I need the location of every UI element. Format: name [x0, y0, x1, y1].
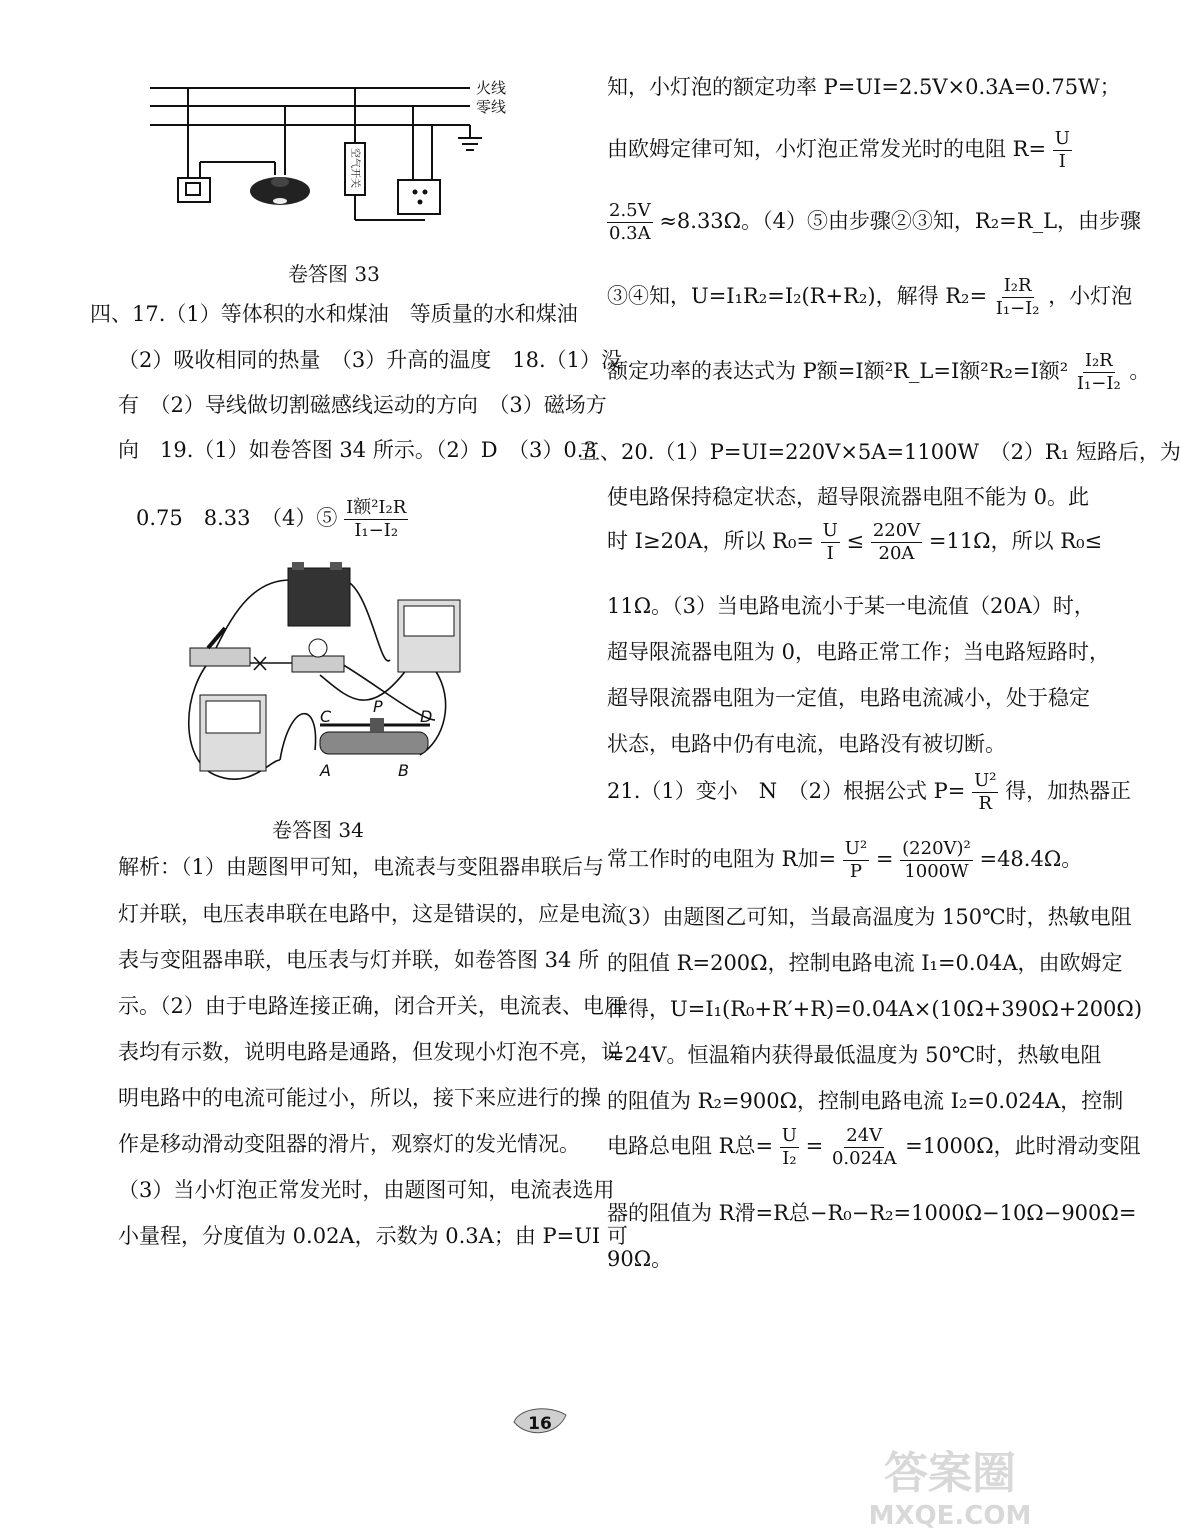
right-line-18: =24V。恒温箱内获得最低温度为 50℃时，热敏电阻: [607, 1043, 1102, 1067]
right-line-14-text-a: 常工作时的电阻为 R加=: [607, 847, 837, 871]
right-line-13-text-a: 21.（1）变小 N （2）根据公式 P=: [607, 779, 966, 803]
right-line-15: （3）由题图乙可知，当最高温度为 150℃时，热敏电阻: [607, 905, 1132, 929]
right-line-2: [607, 128, 1072, 173]
label-C: C: [320, 707, 332, 726]
right-line-8: [607, 520, 1102, 565]
analysis-line-1-text: 解析：（1）由题图甲可知，电流表与变阻器串联后与: [118, 855, 604, 879]
label-neutral-wire: 零线: [476, 98, 507, 116]
r13-frac-num: U²: [974, 770, 997, 791]
right-line-5-text-b: 。: [1129, 359, 1151, 383]
r20-frac2-den: 0.024A: [831, 1148, 897, 1169]
r14-fraction-1: [843, 838, 869, 883]
right-line-8-text-c: =11Ω，所以 R₀≤: [928, 529, 1103, 553]
experiment-circuit-diagram: [170, 560, 475, 790]
analysis-line-1: [118, 855, 604, 879]
right-line-14: [607, 838, 1082, 883]
r3-fraction: [607, 200, 653, 245]
r14-frac1-num: U²: [844, 838, 868, 859]
r4-fraction: [994, 275, 1042, 320]
r3-frac-num: 2.5V: [609, 200, 651, 221]
r20-fraction-1: [780, 1125, 799, 1170]
r20-frac1-num: U: [781, 1125, 797, 1146]
right-line-19: 的阻值为 R₂=900Ω，控制电路电流 I₂=0.024A，控制: [607, 1089, 1124, 1113]
right-line-13-text-b: 得，加热器正: [1005, 779, 1132, 803]
right-line-11: 超导限流器电阻为一定值，电路电流减小，处于稳定: [607, 686, 1090, 710]
right-line-20: [607, 1125, 1141, 1170]
right-line-3: [607, 200, 1141, 245]
r14-frac2-den: 1000W: [904, 861, 969, 882]
analysis-line-3: 表与变阻器串联，电压表与灯并联，如卷答图 34 所: [118, 948, 600, 972]
r5-fraction: [1075, 350, 1123, 395]
watermark-logo: [860, 1440, 1040, 1530]
r8-fraction-2: [871, 520, 922, 565]
q17-line-3: 有 （2）导线做切割磁感线运动的方向 （3）磁场方: [118, 393, 607, 417]
q17-fraction-num: I额²I₂R: [346, 497, 407, 518]
r5-frac-den: I₁−I₂: [1076, 373, 1121, 394]
right-line-5-text-a: 额定功率的表达式为 P额=I额²R_L=I额²R₂=I额²: [607, 359, 1069, 383]
r13-fraction: [972, 770, 998, 815]
r8-frac2-den: 20A: [878, 543, 915, 564]
page-number: 16: [528, 1414, 552, 1434]
right-line-9: 11Ω。（3）当电路电流小于某一电流值（20A）时，: [607, 594, 1095, 618]
r8-fraction-1: [821, 520, 840, 565]
q17-line-1: 四、17.（1）等体积的水和煤油 等质量的水和煤油: [90, 302, 578, 326]
r13-frac-den: R: [978, 793, 993, 814]
q17-fraction: [344, 497, 408, 542]
r2-frac-num: U: [1054, 128, 1070, 149]
right-line-4: [607, 275, 1132, 320]
r8-frac1-num: U: [822, 520, 838, 541]
q17-fraction-den: I₁−I₂: [354, 520, 399, 541]
analysis-line-7: 作是移动滑动变阻器的滑片，观察灯的发光情况。: [118, 1132, 580, 1156]
analysis-line-8: （3）当小灯泡正常发光时，由题图可知，电流表选用: [118, 1178, 615, 1202]
right-line-20-text-c: =1000Ω，此时滑动变阻: [905, 1134, 1141, 1158]
r8-frac2-num: 220V: [872, 520, 921, 541]
right-line-8-text-b: ≤: [846, 529, 865, 553]
watermark-text-top: 答案圈: [884, 1448, 1016, 1499]
q17-line-2: （2）吸收相同的热量 （3）升高的温度 18.（1）没: [118, 348, 622, 372]
label-B: B: [398, 761, 409, 780]
right-line-5: [607, 350, 1150, 395]
right-line-22: 90Ω。: [607, 1247, 673, 1271]
page-number-leaf: [510, 1405, 570, 1439]
right-line-16: 的阻值 R=200Ω，控制电路电流 I₁=0.04A，由欧姆定: [607, 951, 1123, 975]
right-line-21: 器的阻值为 R滑=R总−R₀−R₂=1000Ω−10Ω−900Ω=: [607, 1201, 1137, 1225]
figure-33-caption: 卷答图 33: [288, 262, 380, 286]
label-air-switch: 空气开关: [349, 148, 360, 188]
label-P: P: [373, 697, 383, 716]
r20-frac2-num: 24V: [846, 1125, 883, 1146]
right-line-13: [607, 770, 1131, 815]
right-line-14-text-b: =: [875, 847, 894, 871]
label-D: D: [420, 707, 433, 726]
right-line-7: 使电路保持稳定状态，超导限流器电阻不能为 0。此: [607, 485, 1090, 509]
q17-line-5: [136, 497, 408, 542]
right-line-20-text-a: 电路总电阻 R总=: [607, 1134, 774, 1158]
right-line-6: 五、20.（1）P=UI=220V×5A=1100W （2）R₁ 短路后，为: [579, 440, 1181, 464]
q17-line-4: 向 19.（1）如卷答图 34 所示。（2）D （3）0.3: [118, 438, 597, 462]
right-line-3-text: ≈8.33Ω。（4）⑤由步骤②③知，R₂=R_L，由步骤: [659, 209, 1142, 233]
right-line-4-text-a: ③④知，U=I₁R₂=I₂(R+R₂)，解得 R₂=: [607, 284, 988, 308]
analysis-line-9: 小量程，分度值为 0.02A，示数为 0.3A；由 P=UI 可: [118, 1224, 628, 1248]
r20-fraction-2: [830, 1125, 899, 1170]
label-live-wire: 火线: [476, 79, 507, 97]
r14-frac1-den: P: [849, 861, 863, 882]
analysis-line-5: 表均有示数，说明电路是通路，但发现小灯泡不亮，说: [118, 1040, 622, 1064]
r4-frac-num: I₂R: [1003, 275, 1032, 296]
r14-fraction-2: [900, 838, 973, 883]
q17-line-5-text: 0.75 8.33 （4）⑤: [136, 506, 338, 530]
right-line-1: 知，小灯泡的额定功率 P=UI=2.5V×0.3A=0.75W；: [607, 75, 1121, 99]
analysis-line-2: 灯并联，电压表串联在电路中，这是错误的，应是电流: [118, 902, 622, 926]
right-line-4-text-b: ，小灯泡: [1048, 284, 1133, 308]
household-circuit-diagram: [140, 70, 520, 220]
analysis-line-6: 明电路中的电流可能过小，所以，接下来应进行的操: [118, 1086, 601, 1110]
r5-frac-num: I₂R: [1084, 350, 1113, 371]
r14-frac2-num: (220V)²: [902, 838, 971, 859]
right-line-8-text-a: 时 I≥20A，所以 R₀=: [607, 529, 814, 553]
right-line-20-text-b: =: [805, 1134, 824, 1158]
analysis-line-4: 示。（2）由于电路连接正确，闭合开关，电流表、电压: [118, 994, 625, 1018]
figure-34-caption: 卷答图 34: [272, 818, 364, 842]
r2-frac-den: I: [1058, 151, 1066, 172]
label-A: A: [320, 761, 331, 780]
watermark-text-bottom: MXQE.COM: [868, 1501, 1032, 1531]
right-line-2-text: 由欧姆定律可知，小灯泡正常发光时的电阻 R=: [607, 137, 1047, 161]
r20-frac1-den: I₂: [782, 1148, 797, 1169]
right-line-10: 超导限流器电阻为 0，电路正常工作；当电路短路时，: [607, 640, 1111, 664]
r4-frac-den: I₁−I₂: [995, 298, 1040, 319]
right-line-17: 律得，U=I₁(R₀+R′+R)=0.04A×(10Ω+390Ω+200Ω): [607, 997, 1143, 1021]
right-line-12: 状态，电路中仍有电流，电路没有被切断。: [607, 732, 1006, 756]
right-line-14-text-c: =48.4Ω。: [979, 847, 1083, 871]
r8-frac1-den: I: [826, 543, 834, 564]
r3-frac-den: 0.3A: [609, 223, 651, 244]
r2-fraction: [1053, 128, 1072, 173]
